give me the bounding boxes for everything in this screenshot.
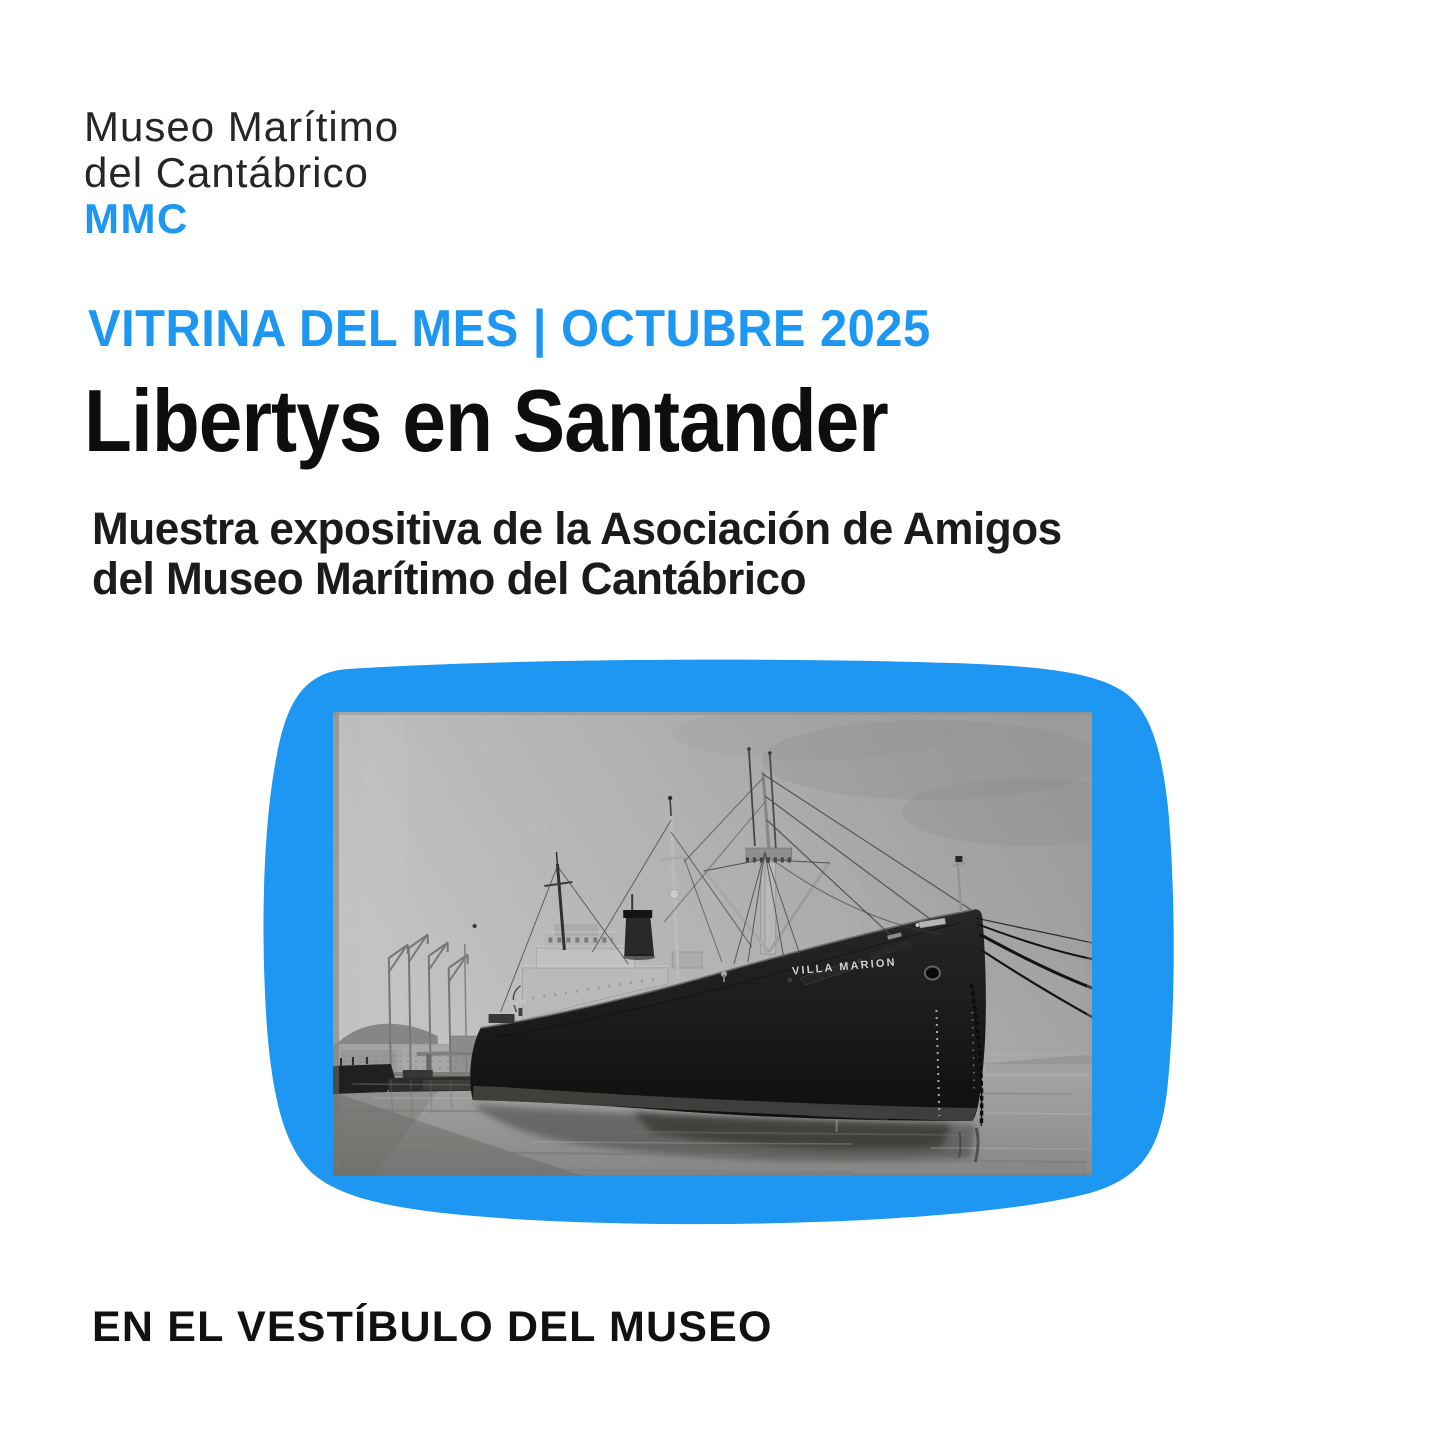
brand-acronym: MMC [84, 195, 189, 242]
event-description-line-2: del Museo Marítimo del Cantábrico [92, 553, 807, 604]
museum-logo [84, 104, 399, 242]
event-kicker [88, 300, 984, 358]
brand-name-line-2: del Cantábrico [84, 149, 369, 196]
event-title [84, 371, 987, 470]
event-description [92, 504, 1081, 604]
event-kicker-text: VITRINA DEL MES | OCTUBRE 2025 [88, 300, 931, 358]
ship-name-label: VILLA MARION [791, 956, 898, 978]
brand-name-line-1: Museo Marítimo [84, 103, 400, 150]
event-location-text: EN EL VESTÍBULO DEL MUSEO [92, 1303, 773, 1351]
event-title-text: Libertys en Santander [84, 371, 888, 470]
event-location [92, 1303, 773, 1351]
photo-frame [252, 656, 1184, 1240]
event-description-line-1: Muestra expositiva de la Asociación de Amigos [92, 503, 1062, 554]
film-artifacts [333, 712, 1092, 1176]
ship-photo [333, 712, 1092, 1176]
